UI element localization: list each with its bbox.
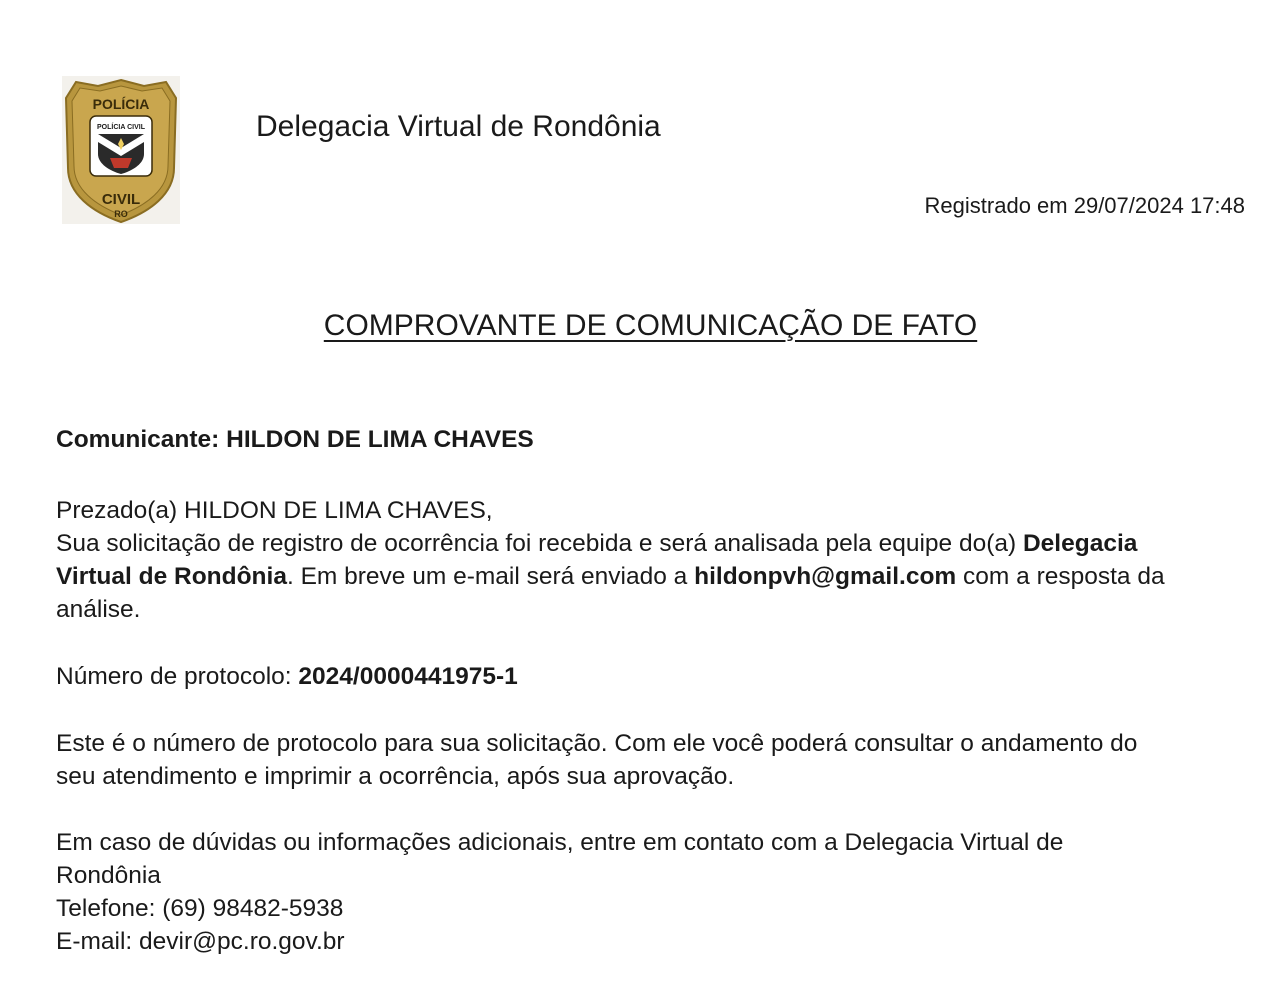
protocol-note xyxy=(56,727,1240,793)
message-text: Sua solicitação de registro de ocorrência foi recebida e será analisada pela equipe do(a) xyxy=(56,530,1023,557)
message-line-1 xyxy=(56,527,1240,560)
svg-text:POLÍCIA CIVIL: POLÍCIA CIVIL xyxy=(97,124,145,131)
greeting: Prezado(a) HILDON DE LIMA CHAVES, xyxy=(56,497,493,524)
protocol-note-line-2: seu atendimento e imprimir a ocorrência, após sua aprovação. xyxy=(56,763,735,790)
message-line-3: análise. xyxy=(56,596,141,623)
agency-title: Delegacia Virtual de Rondônia xyxy=(256,110,661,143)
protocol-note-line-1: Este é o número de protocolo para sua solicitação. Com ele você poderá consultar o andamento do xyxy=(56,730,1138,757)
document-title: COMPROVANTE DE COMUNICAÇÃO DE FATO xyxy=(323,309,978,342)
police-badge-logo xyxy=(62,76,180,224)
contact-section xyxy=(56,826,1240,958)
protocol-number: 2024/0000441975-1 xyxy=(298,663,518,690)
contact-email: E-mail: devir@pc.ro.gov.br xyxy=(56,928,345,955)
contact-phone: Telefone: (69) 98482-5938 xyxy=(56,895,344,922)
applicant-email: hildonpvh@gmail.com xyxy=(694,563,957,590)
message-text-2: . Em breve um e-mail será enviado a xyxy=(286,563,695,590)
svg-text:CIVIL: CIVIL xyxy=(101,191,141,208)
message-line-2 xyxy=(56,560,1240,593)
message-text-3: com a resposta da xyxy=(956,563,1165,590)
contact-line-1: Em caso de dúvidas ou informações adicionais, entre em contato com a Delegacia Virtual de xyxy=(56,829,1064,856)
message-paragraph xyxy=(56,494,1240,626)
contact-line-2: Rondônia xyxy=(56,862,161,889)
message-agency-cont: Virtual de Rondônia xyxy=(56,563,287,590)
svg-text:RO: RO xyxy=(114,209,128,219)
message-agency: Delegacia xyxy=(1022,530,1138,557)
badge-top-text: POLÍCIA xyxy=(92,96,150,112)
protocol-label: Número de protocolo: xyxy=(56,663,299,690)
registration-timestamp: Registrado em 29/07/2024 17:48 xyxy=(924,193,1245,218)
informant-label: Comunicante: xyxy=(56,426,220,453)
protocol-line xyxy=(56,660,1240,693)
informant-name: HILDON DE LIMA CHAVES xyxy=(226,426,534,453)
informant-line xyxy=(56,423,1240,456)
